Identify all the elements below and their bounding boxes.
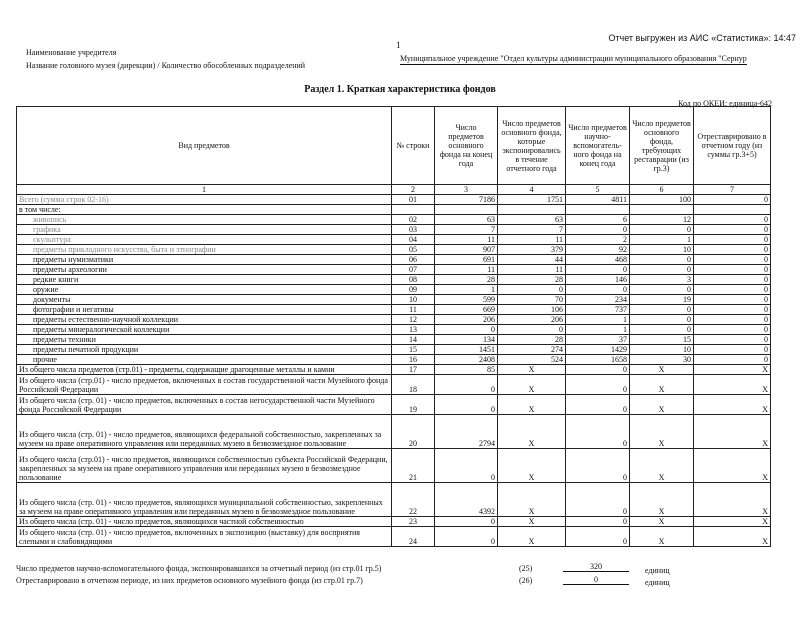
row-value-c3: 134 [435,335,498,345]
row-value-c7: 0 [694,325,771,335]
row-value-c3: 11 [435,235,498,245]
row-label: Из общего числа (стр.01) - число предметов, включенных в состав государственной части Музейного фонда Российской Федерации [17,375,392,395]
row-value-c4: X [498,527,566,547]
row-value-c7: 0 [694,265,771,275]
line26-value: 0 [563,575,629,585]
row-value-c7: 0 [694,315,771,325]
row-line-number: 21 [392,449,435,483]
row-line-number: 23 [392,517,435,527]
founder-label: Наименование учредителя [26,48,117,57]
row-line-number: 03 [392,225,435,235]
row-label: живопись [17,215,392,225]
row-value-c6: 15 [630,335,694,345]
table-row [17,255,771,265]
row-value-c3: 691 [435,255,498,265]
row-value-c3: 206 [435,315,498,325]
row-value-c7: X [694,365,771,375]
row-value-c7: 0 [694,225,771,235]
row-line-number: 18 [392,375,435,395]
line25-value: 320 [563,562,629,572]
row-value-c4: 0 [498,325,566,335]
table-row [17,483,771,517]
row-value-c7: 0 [694,285,771,295]
section-title: Раздел 1. Краткая характеристика фондов [304,84,496,95]
row-value-c4: 11 [498,235,566,245]
row-value-c6: X [630,527,694,547]
row-value-c6: 100 [630,195,694,205]
row-value-c5: 0 [566,449,630,483]
table-row [17,375,771,395]
row-value-c4: X [498,415,566,449]
row-value-c3: 11 [435,265,498,275]
column-number: 7 [694,185,771,195]
row-value-c4: 1751 [498,195,566,205]
row-value-c3: 669 [435,305,498,315]
table-row [17,235,771,245]
column-number: 6 [630,185,694,195]
row-value-c3: 4392 [435,483,498,517]
row-value-c3: 0 [435,375,498,395]
row-value-c4: 70 [498,295,566,305]
row-value-c5: 0 [566,375,630,395]
row-label: Из общего числа (стр. 01) - число предметов, включенных в состав негосударственной части Музейного фонда Российской Федерации [17,395,392,415]
row-value-c4: 206 [498,315,566,325]
row-value-c7: 0 [694,195,771,205]
row-line-number: 04 [392,235,435,245]
row-value-c6: 12 [630,215,694,225]
row-label: предметы техники [17,335,392,345]
row-line-number: 09 [392,285,435,295]
row-value-c5: 0 [566,395,630,415]
table-row [17,395,771,415]
row-value-c4: 274 [498,345,566,355]
row-value-c5: 92 [566,245,630,255]
line25-unit: единиц [645,566,670,575]
table-row [17,345,771,355]
row-value-c3: 0 [435,325,498,335]
row-value-c5: 1 [566,315,630,325]
header-main-fund: Число предметов основного фонда на конец года [435,107,498,185]
row-value-c6: X [630,517,694,527]
row-value-c3: 0 [435,395,498,415]
row-value-c6: 0 [630,265,694,275]
table-row [17,195,771,205]
row-value-c7: 0 [694,295,771,305]
row-value-c6: 0 [630,305,694,315]
header-restored: Отреставрировано в отчетном году (из суммы гр.3+5) [694,107,771,185]
row-value-c6: X [630,483,694,517]
row-label: Всего (сумма строк 02-16) [17,195,392,205]
row-value-c5: 0 [566,285,630,295]
row-value-c7: X [694,483,771,517]
line26-unit: единиц [645,578,670,587]
row-value-c5: 1 [566,325,630,335]
row-value-c6: 0 [630,315,694,325]
row-value-c3: 2794 [435,415,498,449]
row-value-c4: 524 [498,355,566,365]
header-aux-fund: Число предметов научно-вспомогатель-ного фонда на конец года [566,107,630,185]
table-row [17,275,771,285]
row-value-c7: 0 [694,355,771,365]
row-label: предметы прикладного искусства, быта и этнографии [17,245,392,255]
row-value-c5 [566,205,630,215]
row-label: графика [17,225,392,235]
row-value-c3: 907 [435,245,498,255]
row-line-number: 24 [392,527,435,547]
row-line-number [392,205,435,215]
row-value-c6: 0 [630,285,694,295]
row-value-c7: 0 [694,275,771,285]
row-value-c6: 30 [630,355,694,365]
table-row [17,365,771,375]
row-value-c7: 0 [694,345,771,355]
row-label: предметы естественно-научной коллекции [17,315,392,325]
row-value-c3 [435,205,498,215]
row-value-c5: 146 [566,275,630,285]
row-value-c7: X [694,415,771,449]
row-label: Из общего числа (стр. 01) - число предметов, являющихся муниципальной собственностью, закрепленных за музеем на праве оперативного управления или переданных музею в безвозмездное пользование [17,483,392,517]
row-value-c5: 0 [566,517,630,527]
row-value-c6: 10 [630,345,694,355]
row-value-c4: 106 [498,305,566,315]
row-value-c5: 1429 [566,345,630,355]
row-value-c6: 10 [630,245,694,255]
row-label: прочие [17,355,392,365]
row-value-c7: X [694,527,771,547]
row-value-c7: 0 [694,255,771,265]
row-value-c6: 3 [630,275,694,285]
table-row [17,205,771,215]
row-value-c6: X [630,415,694,449]
row-label: предметы минералогической коллекции [17,325,392,335]
row-value-c3: 63 [435,215,498,225]
okei-code: Код по ОКЕИ: единица-642 [678,99,772,108]
row-value-c5: 4811 [566,195,630,205]
table-header-row [17,107,771,185]
table-row [17,355,771,365]
row-line-number: 07 [392,265,435,275]
row-value-c5: 0 [566,415,630,449]
row-label: предметы нумизматики [17,255,392,265]
row-value-c3: 28 [435,275,498,285]
row-value-c7: X [694,395,771,415]
line26-code: (26) [519,576,533,585]
row-line-number: 05 [392,245,435,255]
row-value-c4: 28 [498,335,566,345]
row-label: скульптура [17,235,392,245]
row-label: Из общего числа (стр.01) - число предметов, являющихся собственностью субъекта Российской Федерации, закрепленных за музеем на праве оперативного управления или переданных музею в безвозмездное пользование [17,449,392,483]
table-row [17,517,771,527]
row-label: Из общего числа (стр. 01) - число предметов, являющихся федеральной собственностью, закрепленных за музеем на праве оперативного управления или переданных музею в безвозмездное пользование [17,415,392,449]
row-value-c4: X [498,483,566,517]
header-needs-restoration: Число предметов основного фонда, требующих реставрации (из гр.3) [630,107,694,185]
table-row [17,315,771,325]
row-line-number: 02 [392,215,435,225]
row-value-c4: X [498,449,566,483]
row-value-c5: 1658 [566,355,630,365]
row-value-c4: 28 [498,275,566,285]
column-number: 2 [392,185,435,195]
table-row [17,295,771,305]
row-line-number: 08 [392,275,435,285]
header-item-type: Вид предметов [17,107,392,185]
row-value-c3: 85 [435,365,498,375]
row-line-number: 16 [392,355,435,365]
row-value-c3: 0 [435,449,498,483]
row-line-number: 14 [392,335,435,345]
row-value-c6: X [630,365,694,375]
row-value-c7: 0 [694,335,771,345]
column-number: 5 [566,185,630,195]
funds-table [16,106,771,547]
row-value-c5: 0 [566,365,630,375]
header-line-number: № строки [392,107,435,185]
row-value-c3: 2408 [435,355,498,365]
row-line-number: 19 [392,395,435,415]
row-value-c3: 0 [435,517,498,527]
row-value-c6: 1 [630,235,694,245]
row-value-c5: 2 [566,235,630,245]
row-value-c4: 11 [498,265,566,275]
row-line-number: 11 [392,305,435,315]
row-value-c6: X [630,375,694,395]
row-value-c3: 0 [435,527,498,547]
row-value-c3: 1451 [435,345,498,355]
row-value-c6: 0 [630,325,694,335]
row-value-c4: 0 [498,285,566,295]
museum-label: Название головного музея (дирекции) / Количество обособленных подразделений [26,61,306,70]
line25-code: (25) [519,564,533,573]
row-value-c4: X [498,375,566,395]
table-row [17,225,771,235]
table-row [17,325,771,335]
row-label: фотографии и негативы [17,305,392,315]
row-value-c4: 379 [498,245,566,255]
row-label: документы [17,295,392,305]
row-line-number: 13 [392,325,435,335]
row-value-c6 [630,205,694,215]
row-label: Из общего числа (стр. 01) - число предметов, являющихся частной собственностью [17,517,392,527]
row-line-number: 06 [392,255,435,265]
row-line-number: 10 [392,295,435,305]
row-value-c5: 6 [566,215,630,225]
column-numbers-row [17,185,771,195]
row-value-c6: 19 [630,295,694,305]
row-value-c4: 63 [498,215,566,225]
row-value-c7: 0 [694,215,771,225]
row-value-c7: 0 [694,235,771,245]
table-row [17,335,771,345]
table-row [17,215,771,225]
row-value-c4: 7 [498,225,566,235]
row-value-c6: 0 [630,225,694,235]
table-row [17,265,771,275]
row-value-c7 [694,205,771,215]
row-label: Из общего числа предметов (стр.01) - предметы, содержащие драгоценные металлы и камни [17,365,392,375]
institution-name: Муниципальное учреждение "Отдел культуры администрации муниципального образования "Сернур [400,54,747,63]
row-label: редкие книги [17,275,392,285]
page-number: 1 [396,40,401,50]
row-value-c6: X [630,449,694,483]
row-value-c7: 0 [694,305,771,315]
row-value-c4: X [498,395,566,415]
row-value-c4: 44 [498,255,566,265]
row-label: предметы печатной продукции [17,345,392,355]
row-value-c4: X [498,365,566,375]
table-row [17,245,771,255]
header-exhibited: Число предметов основного фонда, которые экспонировались в течение отчетного года [498,107,566,185]
row-value-c6: X [630,395,694,415]
row-line-number: 01 [392,195,435,205]
row-value-c3: 7 [435,225,498,235]
table-row [17,449,771,483]
row-line-number: 20 [392,415,435,449]
table-row [17,305,771,315]
row-label: Из общего числа (стр. 01) - число предметов, включенных в экспозицию (выставку) для восприятия слепыми и слабовидящими [17,527,392,547]
row-value-c7: X [694,375,771,395]
row-line-number: 15 [392,345,435,355]
line26-text: Отреставрировано в отчетном периоде, из них предметов основного музейного фонда (из стр.01 гр.7) [16,576,363,585]
row-value-c5: 0 [566,225,630,235]
row-value-c7: 0 [694,245,771,255]
table-row [17,415,771,449]
column-number: 1 [17,185,392,195]
row-value-c5: 37 [566,335,630,345]
table-row [17,285,771,295]
row-value-c4: X [498,517,566,527]
row-value-c5: 0 [566,265,630,275]
row-value-c5: 234 [566,295,630,305]
export-note: Отчет выгружен из АИС «Статистика»: 14:47 [608,33,796,43]
row-value-c6: 0 [630,255,694,265]
row-label: в том числе: [17,205,392,215]
table-row [17,527,771,547]
row-line-number: 22 [392,483,435,517]
row-label: оружие [17,285,392,295]
row-value-c3: 599 [435,295,498,305]
row-line-number: 17 [392,365,435,375]
row-line-number: 12 [392,315,435,325]
column-number: 4 [498,185,566,195]
row-label: предметы археологии [17,265,392,275]
row-value-c3: 7186 [435,195,498,205]
row-value-c7: X [694,517,771,527]
row-value-c5: 0 [566,483,630,517]
row-value-c4 [498,205,566,215]
column-number: 3 [435,185,498,195]
line25-text: Число предметов научно-вспомогательного фонда, экспонировавшихся за отчетный период (из стр.01 гр.5) [16,564,382,573]
row-value-c5: 468 [566,255,630,265]
row-value-c7: X [694,449,771,483]
row-value-c3: 1 [435,285,498,295]
row-value-c5: 0 [566,527,630,547]
row-value-c5: 737 [566,305,630,315]
